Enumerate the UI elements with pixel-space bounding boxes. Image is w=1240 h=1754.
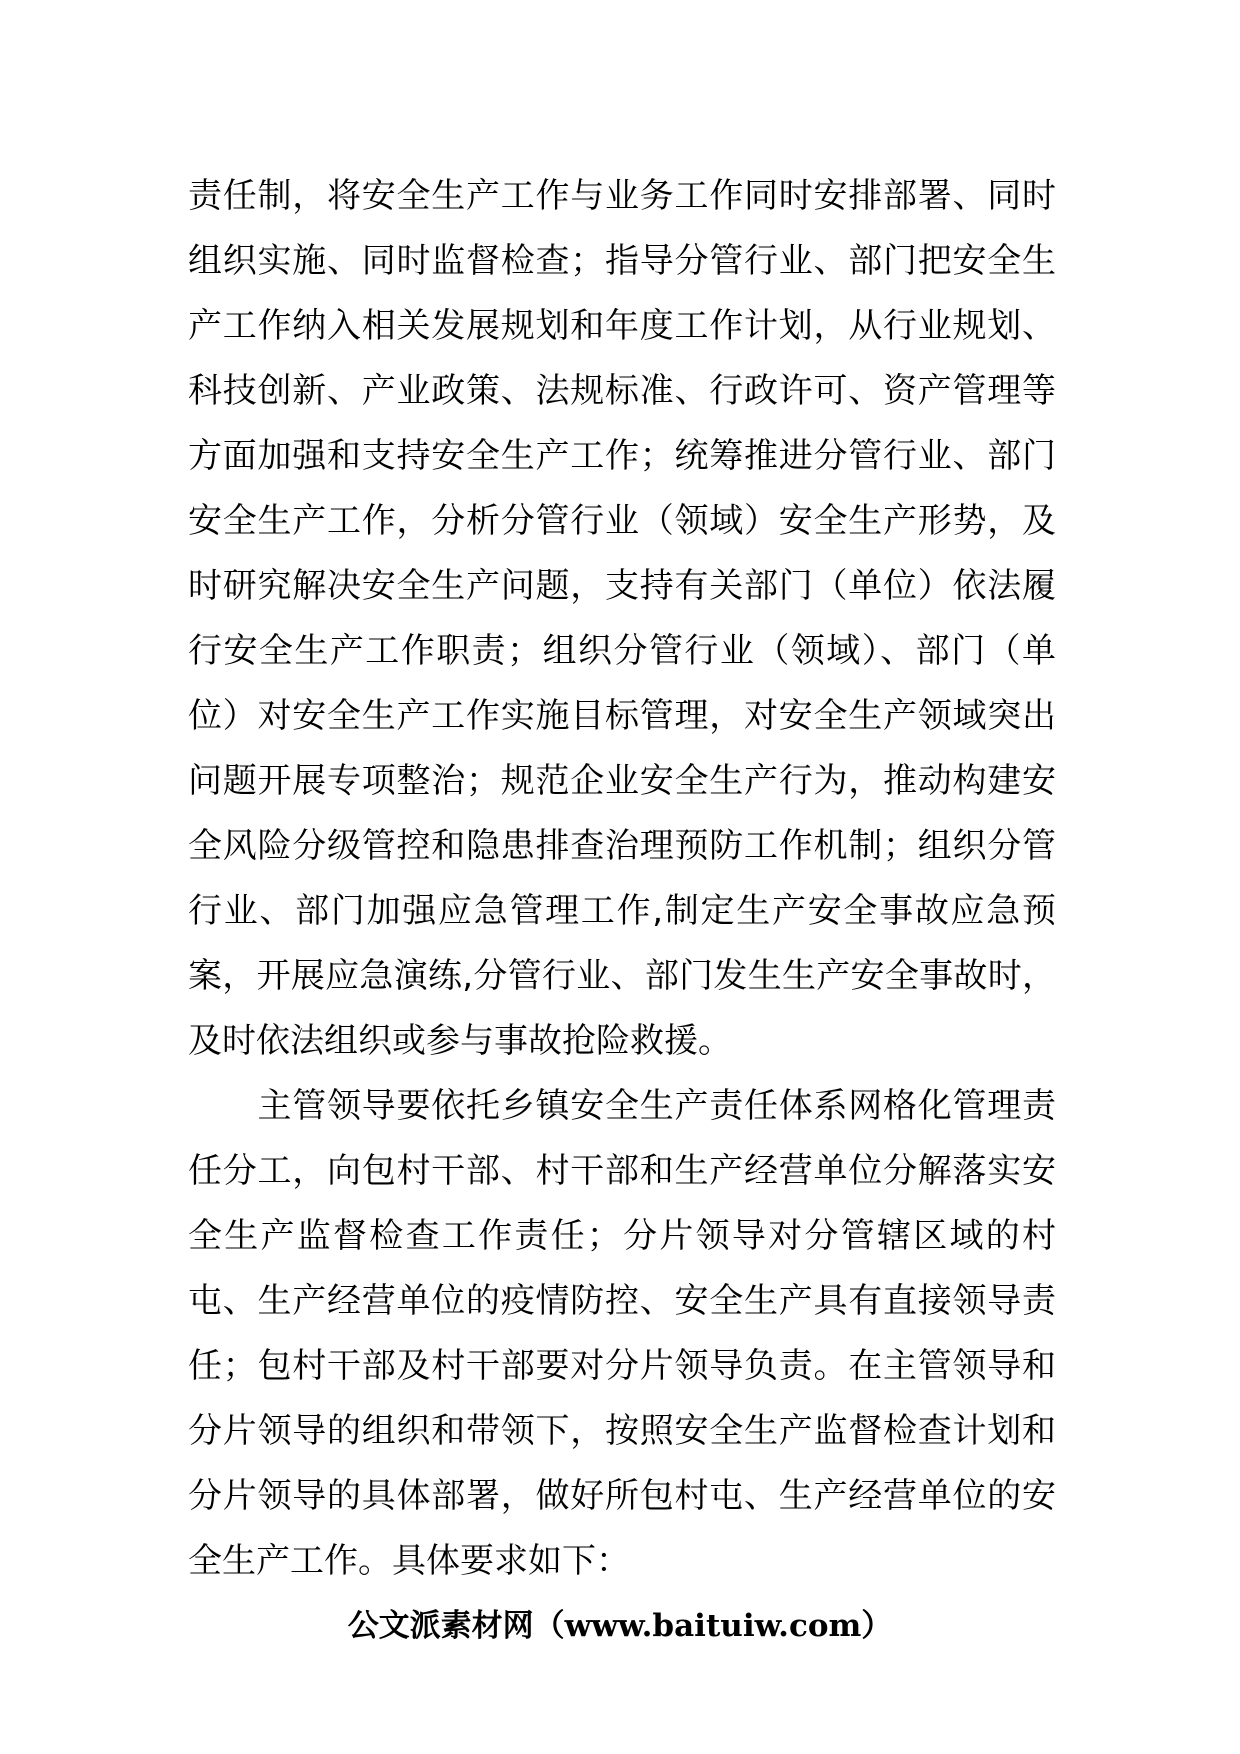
paragraph-line: 案，开展应急演练,分管行业、部门发生生产安全事故时， — [188, 956, 1056, 996]
paragraph-line: 时研究解决安全生产问题，支持有关部门（单位）依法履 — [188, 566, 1056, 606]
paragraph-1 — [188, 164, 1056, 1074]
paragraph-line: 任分工，向包村干部、村干部和生产经营单位分解落实安 — [188, 1151, 1056, 1191]
paragraph-line: 组织实施、同时监督检查；指导分管行业、部门把安全生 — [188, 241, 1056, 281]
paragraph-line: 位）对安全生产工作实施目标管理，对安全生产领域突出 — [188, 696, 1056, 736]
paragraph-line: 责任制，将安全生产工作与业务工作同时安排部署、同时 — [188, 176, 1056, 216]
paragraph-line: 及时依法组织或参与事故抢险救援。 — [188, 1021, 732, 1061]
paragraph-line: 任；包村干部及村干部要对分片领导负责。在主管领导和 — [188, 1346, 1056, 1386]
paragraph-line: 方面加强和支持安全生产工作；统筹推进分管行业、部门 — [188, 436, 1056, 476]
paragraph-line: 分片领导的组织和带领下，按照安全生产监督检查计划和 — [188, 1411, 1056, 1451]
paragraph-line: 安全生产工作，分析分管行业（领域）安全生产形势，及 — [188, 501, 1056, 541]
paragraph-2 — [188, 1074, 1056, 1594]
paragraph-line: 主管领导要依托乡镇安全生产责任体系网格化管理责 — [188, 1086, 1056, 1126]
paragraph-line: 问题开展专项整治；规范企业安全生产行为，推动构建安 — [188, 761, 1056, 801]
paragraph-line: 产工作纳入相关发展规划和年度工作计划，从行业规划、 — [188, 306, 1056, 346]
paragraph-line: 全风险分级管控和隐患排查治理预防工作机制；组织分管 — [188, 826, 1056, 866]
paragraph-line: 科技创新、产业政策、法规标准、行政许可、资产管理等 — [188, 371, 1056, 411]
paragraph-line: 全生产监督检查工作责任；分片领导对分管辖区域的村 — [188, 1216, 1056, 1256]
footer-watermark-text: 公文派素材网（www.baituiw.com） — [347, 1608, 893, 1644]
paragraph-line: 全生产工作。具体要求如下： — [188, 1541, 630, 1581]
document-body — [188, 164, 1056, 1594]
paragraph-line: 行安全生产工作职责；组织分管行业（领域）、部门（单 — [188, 631, 1056, 671]
paragraph-line: 分片领导的具体部署，做好所包村屯、生产经营单位的安 — [188, 1476, 1056, 1516]
paragraph-line: 屯、生产经营单位的疫情防控、安全生产具有直接领导责 — [188, 1281, 1056, 1321]
paragraph-line: 行业、部门加强应急管理工作,制定生产安全事故应急预 — [188, 891, 1056, 931]
